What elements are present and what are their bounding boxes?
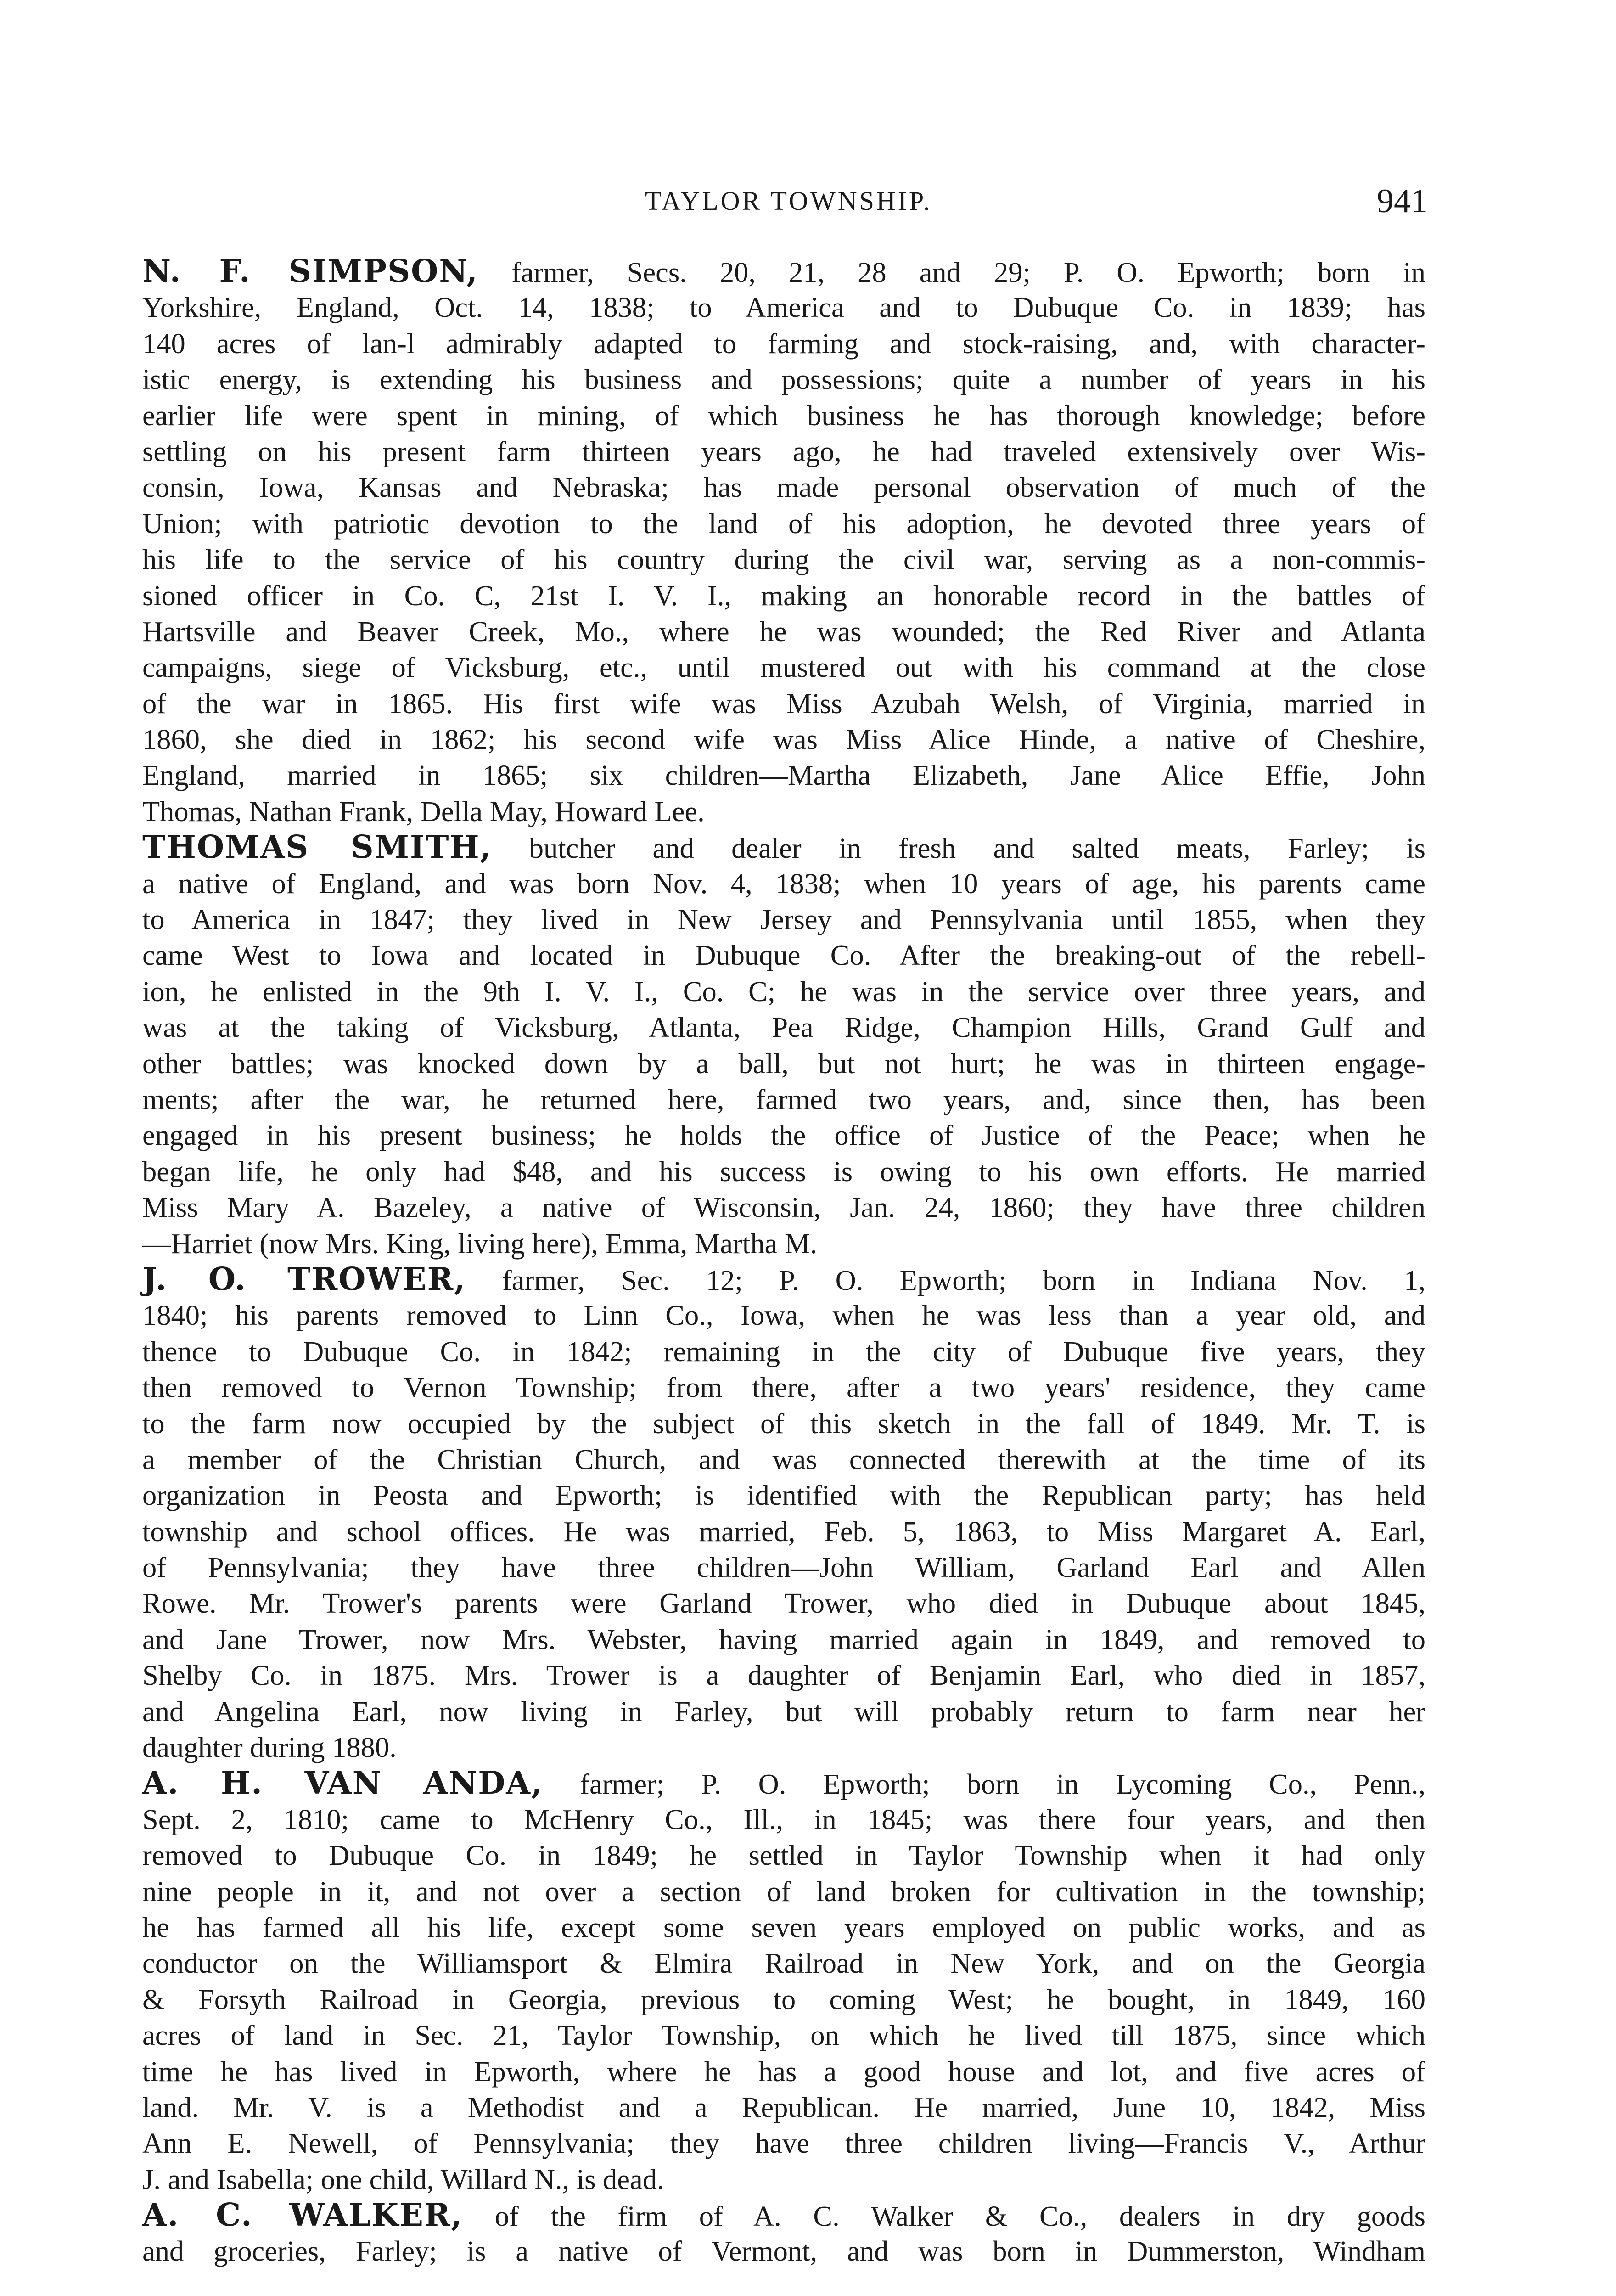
line-text: of the firm of A. C. Walker & Co., dealers in dry goods — [463, 2200, 1426, 2233]
running-head: TAYLOR TOWNSHIP. — [645, 186, 932, 216]
text-line — [142, 1909, 1425, 1945]
line-text: England, married in 1865; six children—Martha Elizabeth, Jane Alice Effie, John — [142, 759, 1425, 792]
line-text: began life, he only had $48, and his success is owing to his own efforts. He married — [142, 1155, 1425, 1187]
text-line — [142, 1981, 1425, 2017]
line-text: farmer, Secs. 20, 21, 28 and 29; P. O. Epworth; born in — [478, 256, 1425, 288]
line-text: to America in 1847; they lived in New Jersey and Pennsylvania until 1855, when they — [142, 903, 1425, 936]
line-text: land. Mr. V. is a Methodist and a Republican. He married, June 10, 1842, Miss — [142, 2091, 1425, 2123]
text-line — [142, 1729, 1425, 1765]
entry-name: A. H. VAN ANDA, — [142, 1765, 543, 1802]
entry-name: J. O. TROWER, — [142, 1261, 466, 1298]
line-text: earlier life were spent in mining, of which business he has thorough knowledge; before — [142, 399, 1425, 432]
text-line — [142, 2197, 1425, 2233]
line-text: Ann E. Newell, of Pennsylvania; they have three children living—Francis V., Arthur — [142, 2127, 1425, 2160]
biography-entry — [142, 1261, 1425, 1765]
line-text: farmer, Sec. 12; P. O. Epworth; born in Indiana Nov. 1, — [466, 1264, 1426, 1296]
line-text: Shelby Co. in 1875. Mrs. Trower is a daughter of Benjamin Earl, who died in 1857, — [142, 1659, 1425, 1692]
line-text: Hartsville and Beaver Creek, Mo., where he was wounded; the Red River and Atlanta — [142, 615, 1425, 647]
text-line — [142, 829, 1425, 865]
text-line — [142, 398, 1425, 433]
line-text: daughter during 1880. — [142, 1731, 397, 1764]
text-line — [142, 2089, 1425, 2125]
line-text: and Jane Trower, now Mrs. Webster, having married again in 1849, and removed to — [142, 1623, 1425, 1655]
line-text: istic energy, is extending his business and possessions; quite a number of years in his — [142, 363, 1425, 396]
text-line — [142, 541, 1425, 577]
line-text: a native of England, and was born Nov. 4, 1838; when 10 years of age, his parents came — [142, 867, 1425, 900]
line-text: J. and Isabella; one child, Willard N., is dead. — [142, 2163, 664, 2195]
text-line — [142, 1837, 1425, 1873]
entry-name: N. F. SIMPSON, — [142, 253, 478, 290]
line-text: Union; with patriotic devotion to the land of his adoption, he devoted three years of — [142, 507, 1425, 540]
text-line — [142, 1261, 1425, 1297]
line-text: he has farmed all his life, except some seven years employed on public works, and as — [142, 1911, 1425, 1943]
text-line — [142, 1369, 1425, 1405]
text-line — [142, 2125, 1425, 2161]
text-line — [142, 469, 1425, 505]
line-text: Sept. 2, 1810; came to McHenry Co., Ill., in 1845; was there four years, and then — [142, 1803, 1425, 1835]
line-text: consin, Iowa, Kansas and Nebraska; has made personal observation of much of the — [142, 471, 1425, 504]
text-line — [142, 721, 1425, 757]
line-text: 140 acres of lan-l admirably adapted to farming and stock-raising, and, with character- — [142, 327, 1425, 360]
text-line — [142, 289, 1425, 325]
entry-name: A. C. WALKER, — [142, 2197, 463, 2234]
line-text: & Forsyth Railroad in Georgia, previous to coming West; he bought, in 1849, 160 — [142, 1983, 1425, 2015]
line-text: and Angelina Earl, now living in Farley, but will probably return to farm near her — [142, 1695, 1425, 1728]
line-text: Yorkshire, England, Oct. 14, 1838; to America and to Dubuque Co. in 1839; has — [142, 291, 1425, 324]
line-text: thence to Dubuque Co. in 1842; remaining in the city of Dubuque five years, they — [142, 1335, 1425, 1367]
text-line — [142, 937, 1425, 973]
text-line — [142, 1657, 1425, 1693]
line-text: 1860, she died in 1862; his second wife was Miss Alice Hinde, a native of Cheshire, — [142, 723, 1425, 756]
line-text: then removed to Vernon Township; from there, after a two years' residence, they came — [142, 1371, 1425, 1404]
text-line — [142, 1514, 1425, 1549]
text-line — [142, 1406, 1425, 1441]
line-text: farmer; P. O. Epworth; born in Lycoming Co., Penn., — [543, 1768, 1425, 1801]
text-line — [142, 433, 1425, 469]
text-line — [142, 1694, 1425, 1729]
line-text: of Pennsylvania; they have three children—John William, Garland Earl and Allen — [142, 1551, 1425, 1584]
text-line — [142, 649, 1425, 685]
line-text: settling on his present farm thirteen years ago, he had traveled extensively over Wis- — [142, 435, 1425, 467]
text-line — [142, 613, 1425, 649]
line-text: butcher and dealer in fresh and salted meats, Farley; is — [492, 832, 1425, 865]
text-line — [142, 1226, 1425, 1261]
text-line — [142, 974, 1425, 1009]
line-text: Miss Mary A. Bazeley, a native of Wisconsin, Jan. 24, 1860; they have three children — [142, 1191, 1425, 1224]
line-text: —Harriet (now Mrs. King, living here), Emma, Martha M. — [142, 1227, 818, 1260]
text-line — [142, 578, 1425, 613]
text-line — [142, 1945, 1425, 1981]
line-text: 1840; his parents removed to Linn Co., Iowa, when he was less than a year old, and — [142, 1299, 1425, 1332]
text-block — [142, 253, 1425, 2269]
line-text: of the war in 1865. His first wife was Miss Azubah Welsh, of Virginia, married in — [142, 687, 1425, 720]
text-line — [142, 1477, 1425, 1513]
text-line — [142, 2233, 1425, 2269]
text-line — [142, 1117, 1425, 1153]
text-line — [142, 866, 1425, 901]
text-line — [142, 361, 1425, 397]
text-line — [142, 1081, 1425, 1117]
text-line — [142, 1621, 1425, 1657]
line-text: and groceries, Farley; is a native of Vermont, and was born in Dummerston, Windham — [142, 2235, 1425, 2268]
text-line — [142, 506, 1425, 541]
line-text: nine people in it, and not over a section of land broken for cultivation in the township; — [142, 1875, 1425, 1908]
text-line — [142, 1585, 1425, 1621]
page-header — [142, 182, 1428, 227]
text-line — [142, 757, 1425, 793]
text-line — [142, 2161, 1425, 2197]
text-line — [142, 2017, 1425, 2053]
text-line — [142, 1046, 1425, 1081]
text-line — [142, 1765, 1425, 1801]
line-text: organization in Peosta and Epworth; is identified with the Republican party; has held — [142, 1479, 1425, 1512]
text-line — [142, 1801, 1425, 1837]
line-text: removed to Dubuque Co. in 1849; he settled in Taylor Township when it had only — [142, 1839, 1425, 1872]
text-line — [142, 793, 1425, 829]
text-line — [142, 686, 1425, 721]
line-text: engaged in his present business; he holds the office of Justice of the Peace; when he — [142, 1119, 1425, 1152]
text-line — [142, 1009, 1425, 1045]
line-text: conductor on the Williamsport & Elmira Railroad in New York, and on the Georgia — [142, 1947, 1425, 1980]
text-line — [142, 1549, 1425, 1585]
line-text: Rowe. Mr. Trower's parents were Garland Trower, who died in Dubuque about 1845, — [142, 1587, 1425, 1620]
text-line — [142, 1189, 1425, 1225]
biography-entry — [142, 253, 1425, 829]
line-text: a member of the Christian Church, and was connected therewith at the time of its — [142, 1443, 1425, 1475]
line-text: his life to the service of his country during the civil war, serving as a non-commis- — [142, 543, 1425, 576]
text-line — [142, 901, 1425, 937]
line-text: ments; after the war, he returned here, farmed two years, and, since then, has been — [142, 1083, 1425, 1115]
biography-entry — [142, 2197, 1425, 2269]
line-text: other battles; was knocked down by a ball, but not hurt; he was in thirteen engage- — [142, 1047, 1425, 1080]
line-text: township and school offices. He was married, Feb. 5, 1863, to Miss Margaret A. Earl, — [142, 1515, 1425, 1548]
line-text: sioned officer in Co. C, 21st I. V. I., making an honorable record in the battles of — [142, 579, 1425, 612]
text-line — [142, 253, 1425, 289]
text-line — [142, 1334, 1425, 1369]
line-text: campaigns, siege of Vicksburg, etc., until mustered out with his command at the close — [142, 651, 1425, 684]
line-text: Thomas, Nathan Frank, Della May, Howard Lee. — [142, 795, 705, 827]
biography-entry — [142, 829, 1425, 1261]
line-text: acres of land in Sec. 21, Taylor Township, on which he lived till 1875, since which — [142, 2019, 1425, 2052]
text-line — [142, 1441, 1425, 1477]
line-text: time he has lived in Epworth, where he has a good house and lot, and five acres of — [142, 2055, 1425, 2088]
text-line — [142, 1154, 1425, 1189]
text-line — [142, 326, 1425, 361]
line-text: came West to Iowa and located in Dubuque Co. After the breaking-out of the rebell- — [142, 939, 1425, 972]
text-line — [142, 1297, 1425, 1333]
line-text: ion, he enlisted in the 9th I. V. I., Co. C; he was in the service over three years, and — [142, 975, 1425, 1007]
line-text: was at the taking of Vicksburg, Atlanta, Pea Ridge, Champion Hills, Grand Gulf and — [142, 1011, 1425, 1044]
text-line — [142, 1874, 1425, 1909]
entry-name: THOMAS SMITH, — [142, 829, 492, 866]
biography-entry — [142, 1765, 1425, 2197]
page-number: 941 — [1377, 182, 1428, 220]
text-line — [142, 2054, 1425, 2089]
line-text: to the farm now occupied by the subject of this sketch in the fall of 1849. Mr. T. is — [142, 1407, 1425, 1440]
